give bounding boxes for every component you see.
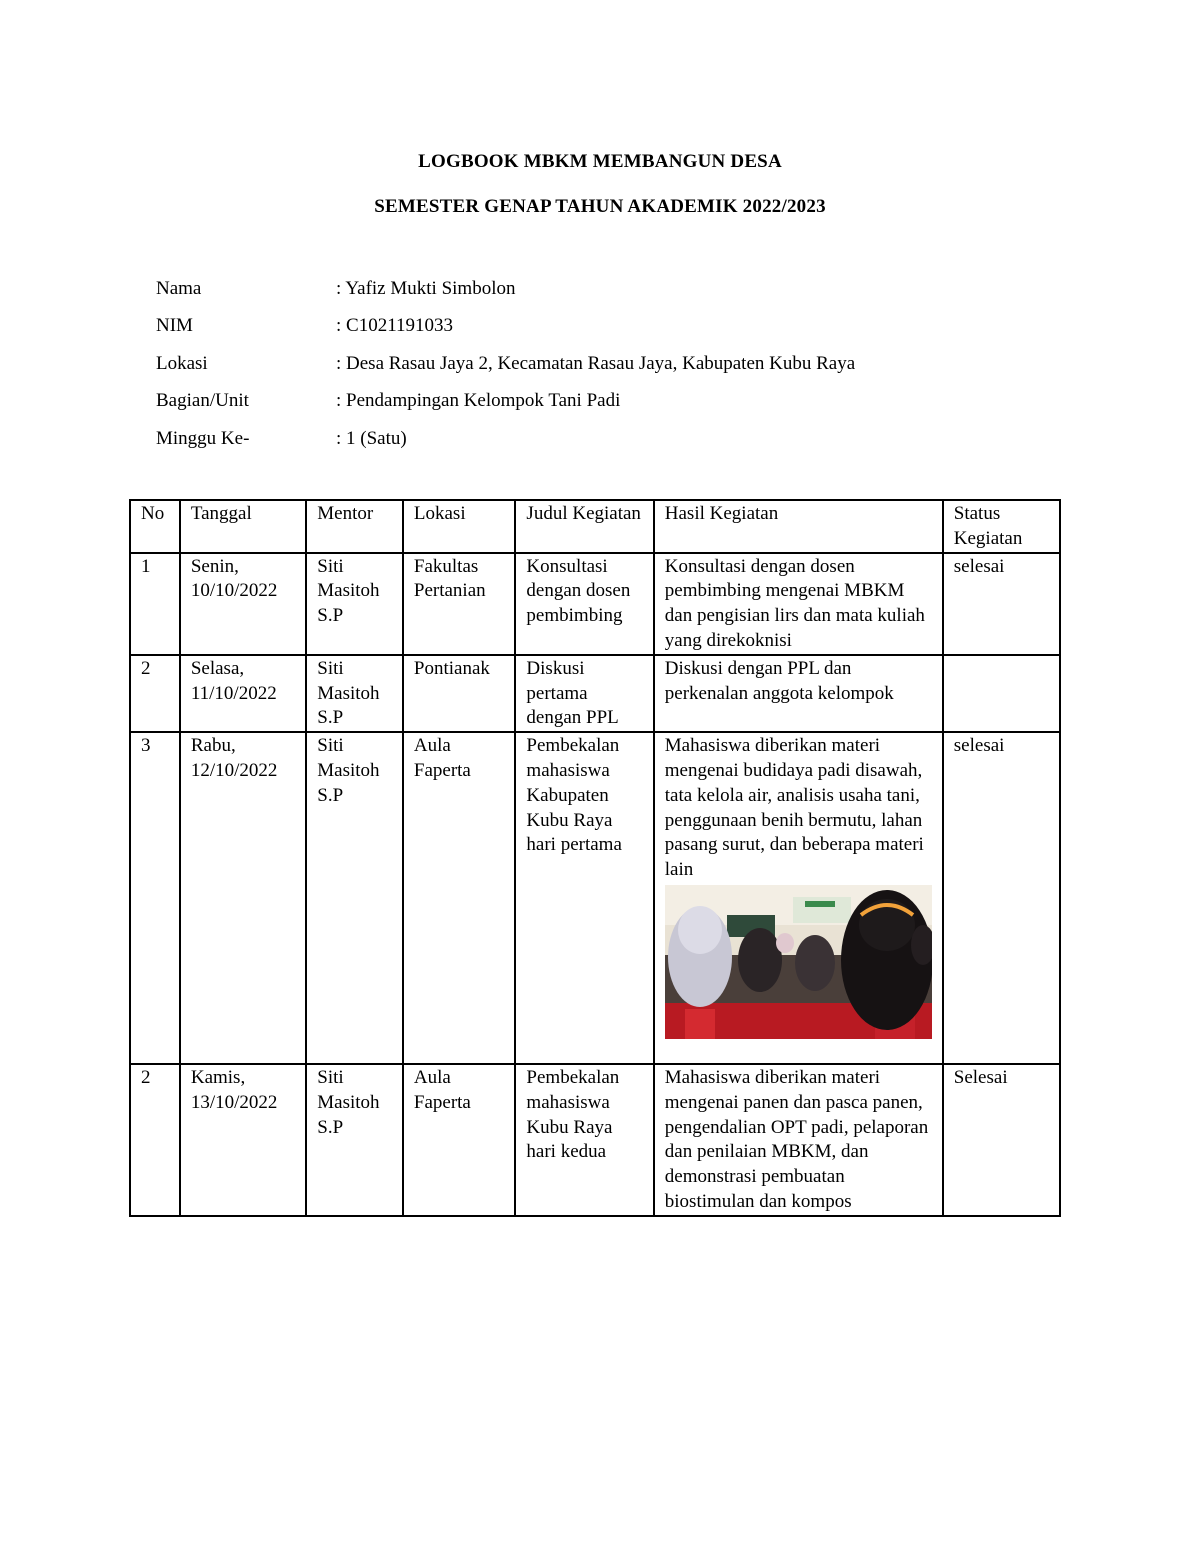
- cell-status: selesai: [943, 553, 1060, 655]
- header-cell: Status Kegiatan: [943, 500, 1060, 553]
- cell-lokasi: Aula Faperta: [403, 732, 516, 1064]
- info-value: : Desa Rasau Jaya 2, Kecamatan Rasau Jaya, Kabupaten Kubu Raya: [336, 352, 856, 374]
- cell-tanggal: Rabu, 12/10/2022: [180, 732, 306, 1064]
- info-value: : Pendampingan Kelompok Tani Padi: [336, 390, 621, 412]
- cell-mentor: Siti Masitoh S.P: [306, 732, 403, 1064]
- cell-no: 2: [130, 1064, 180, 1216]
- header-cell: Judul Kegiatan: [515, 500, 653, 553]
- cell-tanggal: Kamis, 13/10/2022: [180, 1064, 306, 1216]
- cell-lokasi: Pontianak: [403, 655, 516, 732]
- info-label: NIM: [156, 315, 193, 337]
- logbook-table: [129, 499, 1061, 1217]
- document-title: LOGBOOK MBKM MEMBANGUN DESA: [418, 151, 782, 172]
- info-row-lokasi: [156, 351, 855, 388]
- info-row-nim: [156, 313, 855, 350]
- cell-no: 3: [130, 732, 180, 1064]
- table-row: [130, 1064, 1060, 1216]
- cell-hasil: Mahasiswa diberikan materi mengenai budidaya padi disawah, tata kelola air, analisis usaha tani, penggunaan benih bermutu, lahan pasang surut, dan beberapa materi lain: [664, 735, 924, 881]
- header-cell: Mentor: [306, 500, 403, 553]
- cell-judul: Diskusi pertama dengan PPL: [515, 655, 653, 732]
- cell-status: [943, 655, 1060, 732]
- table-row: [130, 553, 1060, 655]
- cell-hasil: Konsultasi dengan dosen pembimbing mengenai MBKM dan pengisian lirs dan mata kuliah yang direkoknisi: [654, 553, 943, 655]
- table-row: [130, 732, 1060, 1064]
- info-label: Bagian/Unit: [156, 390, 249, 412]
- info-label: Minggu Ke-: [156, 427, 250, 449]
- header-cell: Hasil Kegiatan: [654, 500, 943, 553]
- identity-block: [156, 276, 855, 463]
- table-header-row: [130, 500, 1060, 553]
- info-value: : 1 (Satu): [336, 427, 407, 449]
- cell-hasil: Mahasiswa diberikan materi mengenai panen dan pasca panen, pengendalian OPT padi, pelaporan dan penilaian MBKM, dan demonstrasi pembuatan biostimulan dan kompos: [654, 1064, 943, 1216]
- info-row-bagian: [156, 388, 855, 425]
- header-cell: Tanggal: [180, 500, 306, 553]
- cell-status: Selesai: [943, 1064, 1060, 1216]
- cell-no: 1: [130, 553, 180, 655]
- info-row-nama: [156, 276, 855, 313]
- cell-judul: Pembekalan mahasiswa Kubu Raya hari kedua: [515, 1064, 653, 1216]
- header-cell: Lokasi: [403, 500, 516, 553]
- cell-judul: Pembekalan mahasiswa Kabupaten Kubu Raya hari pertama: [515, 732, 653, 1064]
- activity-photo: [665, 885, 932, 1039]
- cell-mentor: Siti Masitoh S.P: [306, 655, 403, 732]
- info-row-minggu: [156, 426, 855, 463]
- info-value: : Yafiz Mukti Simbolon: [336, 278, 516, 299]
- document-subtitle: SEMESTER GENAP TAHUN AKADEMIK 2022/2023: [374, 196, 826, 217]
- cell-no: 2: [130, 655, 180, 732]
- header-cell: No: [130, 500, 180, 553]
- cell-hasil-with-photo: [654, 732, 943, 1064]
- cell-mentor: Siti Masitoh S.P: [306, 553, 403, 655]
- cell-mentor: Siti Masitoh S.P: [306, 1064, 403, 1216]
- cell-status: selesai: [943, 732, 1060, 1064]
- cell-tanggal: Senin, 10/10/2022: [180, 553, 306, 655]
- cell-tanggal: Selasa, 11/10/2022: [180, 655, 306, 732]
- info-label: Lokasi: [156, 352, 208, 374]
- cell-judul: Konsultasi dengan dosen pembimbing: [515, 553, 653, 655]
- cell-lokasi: Aula Faperta: [403, 1064, 516, 1216]
- table-row: [130, 655, 1060, 732]
- cell-lokasi: Fakultas Pertanian: [403, 553, 516, 655]
- info-label: Nama: [156, 278, 202, 299]
- info-value: : C1021191033: [336, 315, 453, 337]
- cell-hasil: Diskusi dengan PPL dan perkenalan anggota kelompok: [654, 655, 943, 732]
